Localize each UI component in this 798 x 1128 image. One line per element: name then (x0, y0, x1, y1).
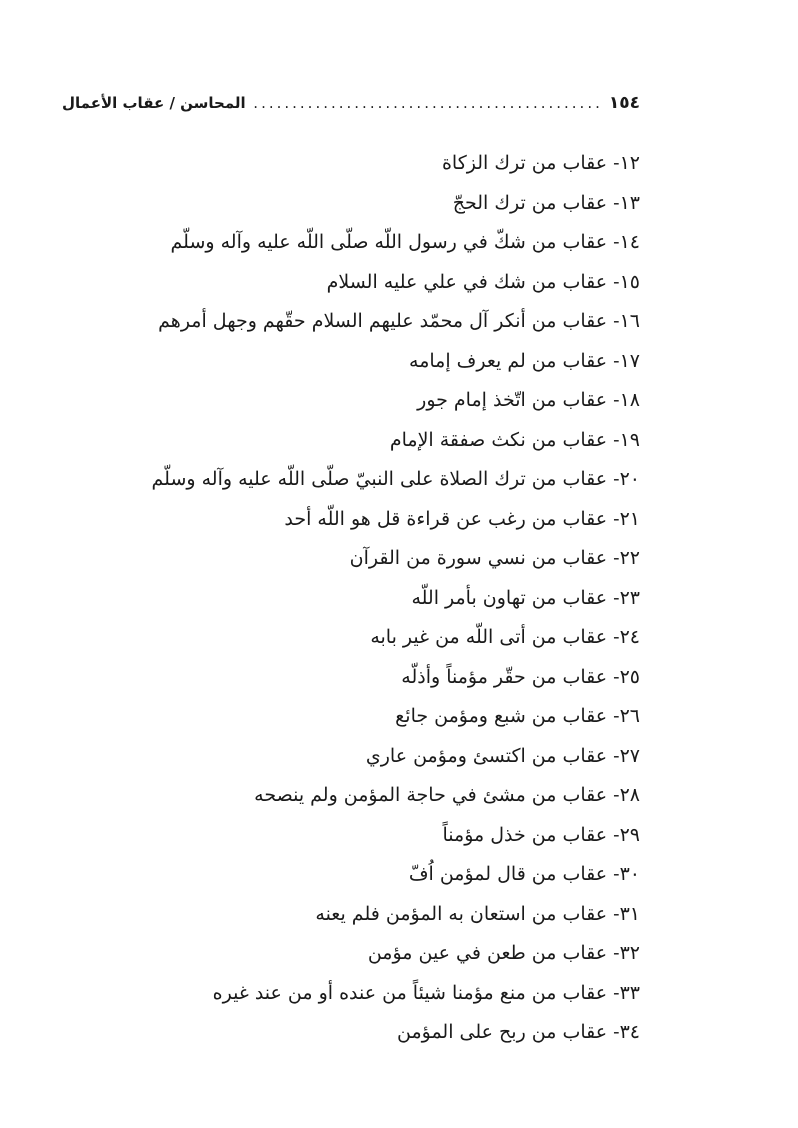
list-item (80, 737, 640, 777)
list-item (80, 500, 640, 540)
entry-text: ٣٠- عقاب من قال لمؤمن اُفّ (408, 863, 640, 885)
list-item (80, 263, 640, 303)
entry-text: ١٢- عقاب من ترك الزكاة (441, 152, 640, 174)
entry-text: ٢٨- عقاب من مشئ في حاجة المؤمن ولم ينصحه (254, 784, 640, 806)
entry-text: ١٥- عقاب من شك في علي عليه السلام (326, 270, 640, 293)
list-item (80, 421, 640, 461)
list-item (80, 974, 640, 1014)
entry-text: ١٩- عقاب من نكث صفقة الإمام (389, 428, 640, 451)
list-item (80, 1013, 640, 1053)
entry-text: ٢٦- عقاب من شبع ومؤمن جائع (395, 705, 640, 727)
page-number: ١٥٤ (608, 93, 640, 113)
entry-text: ٢٢- عقاب من نسي سورة من القرآن (349, 547, 640, 569)
entry-text: ٢١- عقاب من رغب عن قراءة قل هو اللّه أحد (284, 507, 640, 530)
chapter-list (80, 144, 640, 1053)
list-item (80, 539, 640, 579)
list-item (80, 302, 640, 342)
list-item (80, 658, 640, 698)
list-item (80, 855, 640, 895)
entry-text: ١٤- عقاب من شكّ في رسول اللّه صلّى اللّه عليه وآله وسلّم (170, 231, 640, 253)
list-item (80, 697, 640, 737)
entry-text: ٢٧- عقاب من اكتسئ ومؤمن عاري (365, 744, 640, 767)
entry-text: ٣١- عقاب من استعان به المؤمن فلم يعنه (315, 902, 640, 925)
dot-leader (252, 94, 603, 112)
entry-text: ٢٤- عقاب من أتى اللّه من غير بابه (370, 626, 640, 648)
list-item (80, 934, 640, 974)
list-item (80, 895, 640, 935)
entry-text: ٣٣- عقاب من منع مؤمنا شيئاً من عنده أو من عند غيره (212, 981, 640, 1004)
entry-text: ٢٥- عقاب من حقّر مؤمناً وأذلّه (401, 665, 640, 688)
entry-text: ٢٣- عقاب من تهاون بأمر اللّه (411, 586, 640, 609)
entry-text: ٢٠- عقاب من ترك الصلاة على النبيّ صلّى اللّه عليه وآله وسلّم (151, 468, 640, 490)
list-item (80, 223, 640, 263)
running-header (62, 90, 640, 116)
list-item (80, 381, 640, 421)
list-item (80, 579, 640, 619)
list-item (80, 776, 640, 816)
entry-text: ١٨- عقاب من اتّخذ إمام جور (417, 389, 640, 411)
entry-text: ١٧- عقاب من لم يعرف إمامه (409, 349, 640, 372)
list-item (80, 342, 640, 382)
entry-text: ٢٩- عقاب من خذل مؤمناً (442, 823, 640, 846)
list-item (80, 184, 640, 224)
list-item (80, 618, 640, 658)
entry-text: ١٦- عقاب من أنكر آل محمّد عليهم السلام حقّهم وجهل أمرهم (158, 310, 640, 332)
entry-text: ١٣- عقاب من ترك الحجّ (452, 191, 640, 214)
entry-text: ٣٢- عقاب من طعن في عين مؤمن (367, 942, 640, 964)
list-item (80, 460, 640, 500)
list-item (80, 816, 640, 856)
list-item (80, 144, 640, 184)
entry-text: ٣٤- عقاب من ربح على المؤمن (396, 1021, 640, 1043)
section-title: المحاسن / عقاب الأعمال (62, 94, 246, 112)
